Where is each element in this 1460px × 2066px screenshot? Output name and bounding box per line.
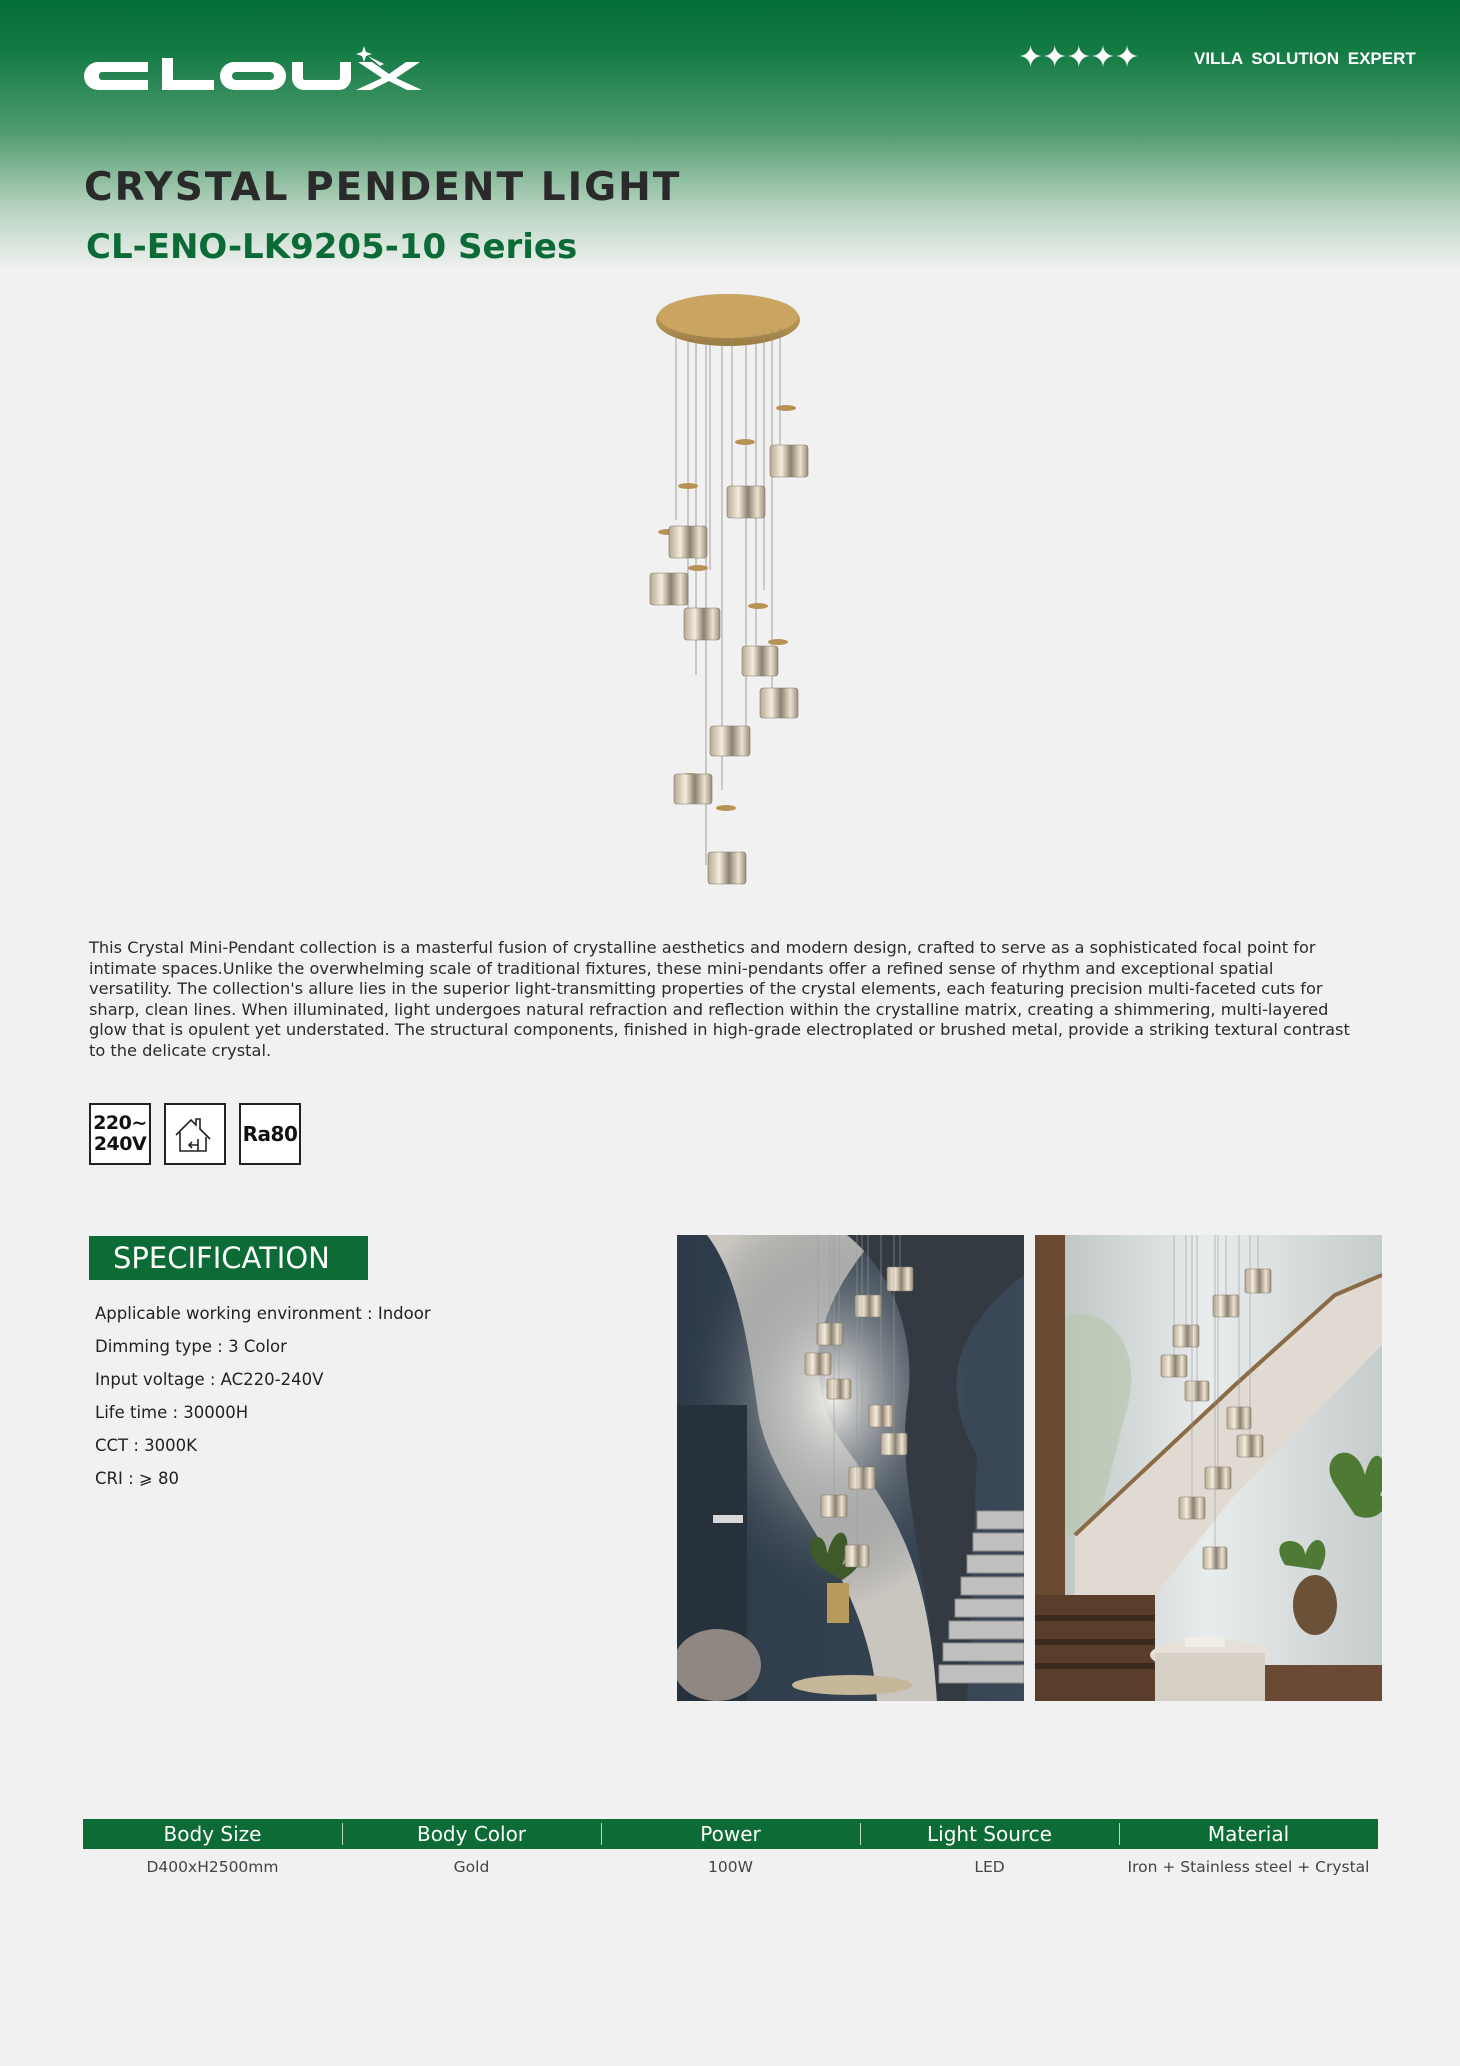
cri-badge: Ra80 <box>239 1103 301 1165</box>
brand-tagline: VILLA SOLUTION EXPERT <box>1194 49 1416 68</box>
indoor-house-icon <box>164 1103 226 1165</box>
specification-heading: SPECIFICATION <box>89 1236 368 1280</box>
room-photo-staircase-dark <box>677 1235 1024 1701</box>
column-header-material: Material <box>1119 1819 1378 1849</box>
series-title: CL-ENO-LK9205-10 Series <box>86 227 578 267</box>
voltage-badge-line1: 220~ <box>93 1112 147 1134</box>
column-header-light-source: Light Source <box>860 1819 1119 1849</box>
product-image-pendant <box>636 290 836 890</box>
voltage-badge <box>89 1103 151 1165</box>
column-header-power: Power <box>601 1819 860 1849</box>
parameters-table-row <box>83 1855 1378 1879</box>
rating-stars: ✦✦✦✦✦ <box>1018 40 1139 75</box>
column-header-body-color: Body Color <box>342 1819 601 1849</box>
cell-power: 100W <box>708 1858 753 1876</box>
spec-item: CCT : 3000K <box>95 1436 197 1455</box>
cell-body-size: D400xH2500mm <box>146 1858 279 1876</box>
spec-item: Dimming type : 3 Color <box>95 1337 287 1356</box>
cell-material: Iron + Stainless steel + Crystal <box>1127 1858 1370 1876</box>
spec-item: Applicable working environment : Indoor <box>95 1304 431 1323</box>
product-title: CRYSTAL PENDENT LIGHT <box>84 165 682 210</box>
column-header-body-size: Body Size <box>163 1822 262 1846</box>
cell-body-color: Gold <box>453 1858 490 1876</box>
room-photo-staircase-light <box>1035 1235 1382 1701</box>
cell-light-source: LED <box>974 1858 1005 1876</box>
spec-item: CRI : ⩾ 80 <box>95 1469 179 1488</box>
product-description: This Crystal Mini-Pendant collection is a masterful fusion of crystalline aesthetics and modern design, crafted to serve as a sophisticated focal point for intimate spaces.Unlike the overwhelming scale of traditional fixtures, these mini-pendants offer a refined sense of rhythm and exceptional spatial versatility. The collection's allure lies in the superior light-transmitting properties of the crystal elements, each featuring precision multi-faceted cuts for sharp, clean lines. When illuminated, light undergoes natural refraction and reflection within the crystalline matrix, creating a shimmering, multi-layered glow that is opulent yet understated. The structural components, finished in high-grade electroplated or brushed metal, provide a striking textural contrast to the delicate crystal. <box>89 938 1350 1060</box>
specification-list <box>95 1303 431 1501</box>
cloux-logo <box>84 44 434 100</box>
spec-item: Input voltage : AC220-240V <box>95 1370 324 1389</box>
spec-item: Life time : 30000H <box>95 1403 249 1422</box>
parameters-table-header <box>83 1819 1378 1849</box>
voltage-badge-line2: 240V <box>93 1133 147 1155</box>
